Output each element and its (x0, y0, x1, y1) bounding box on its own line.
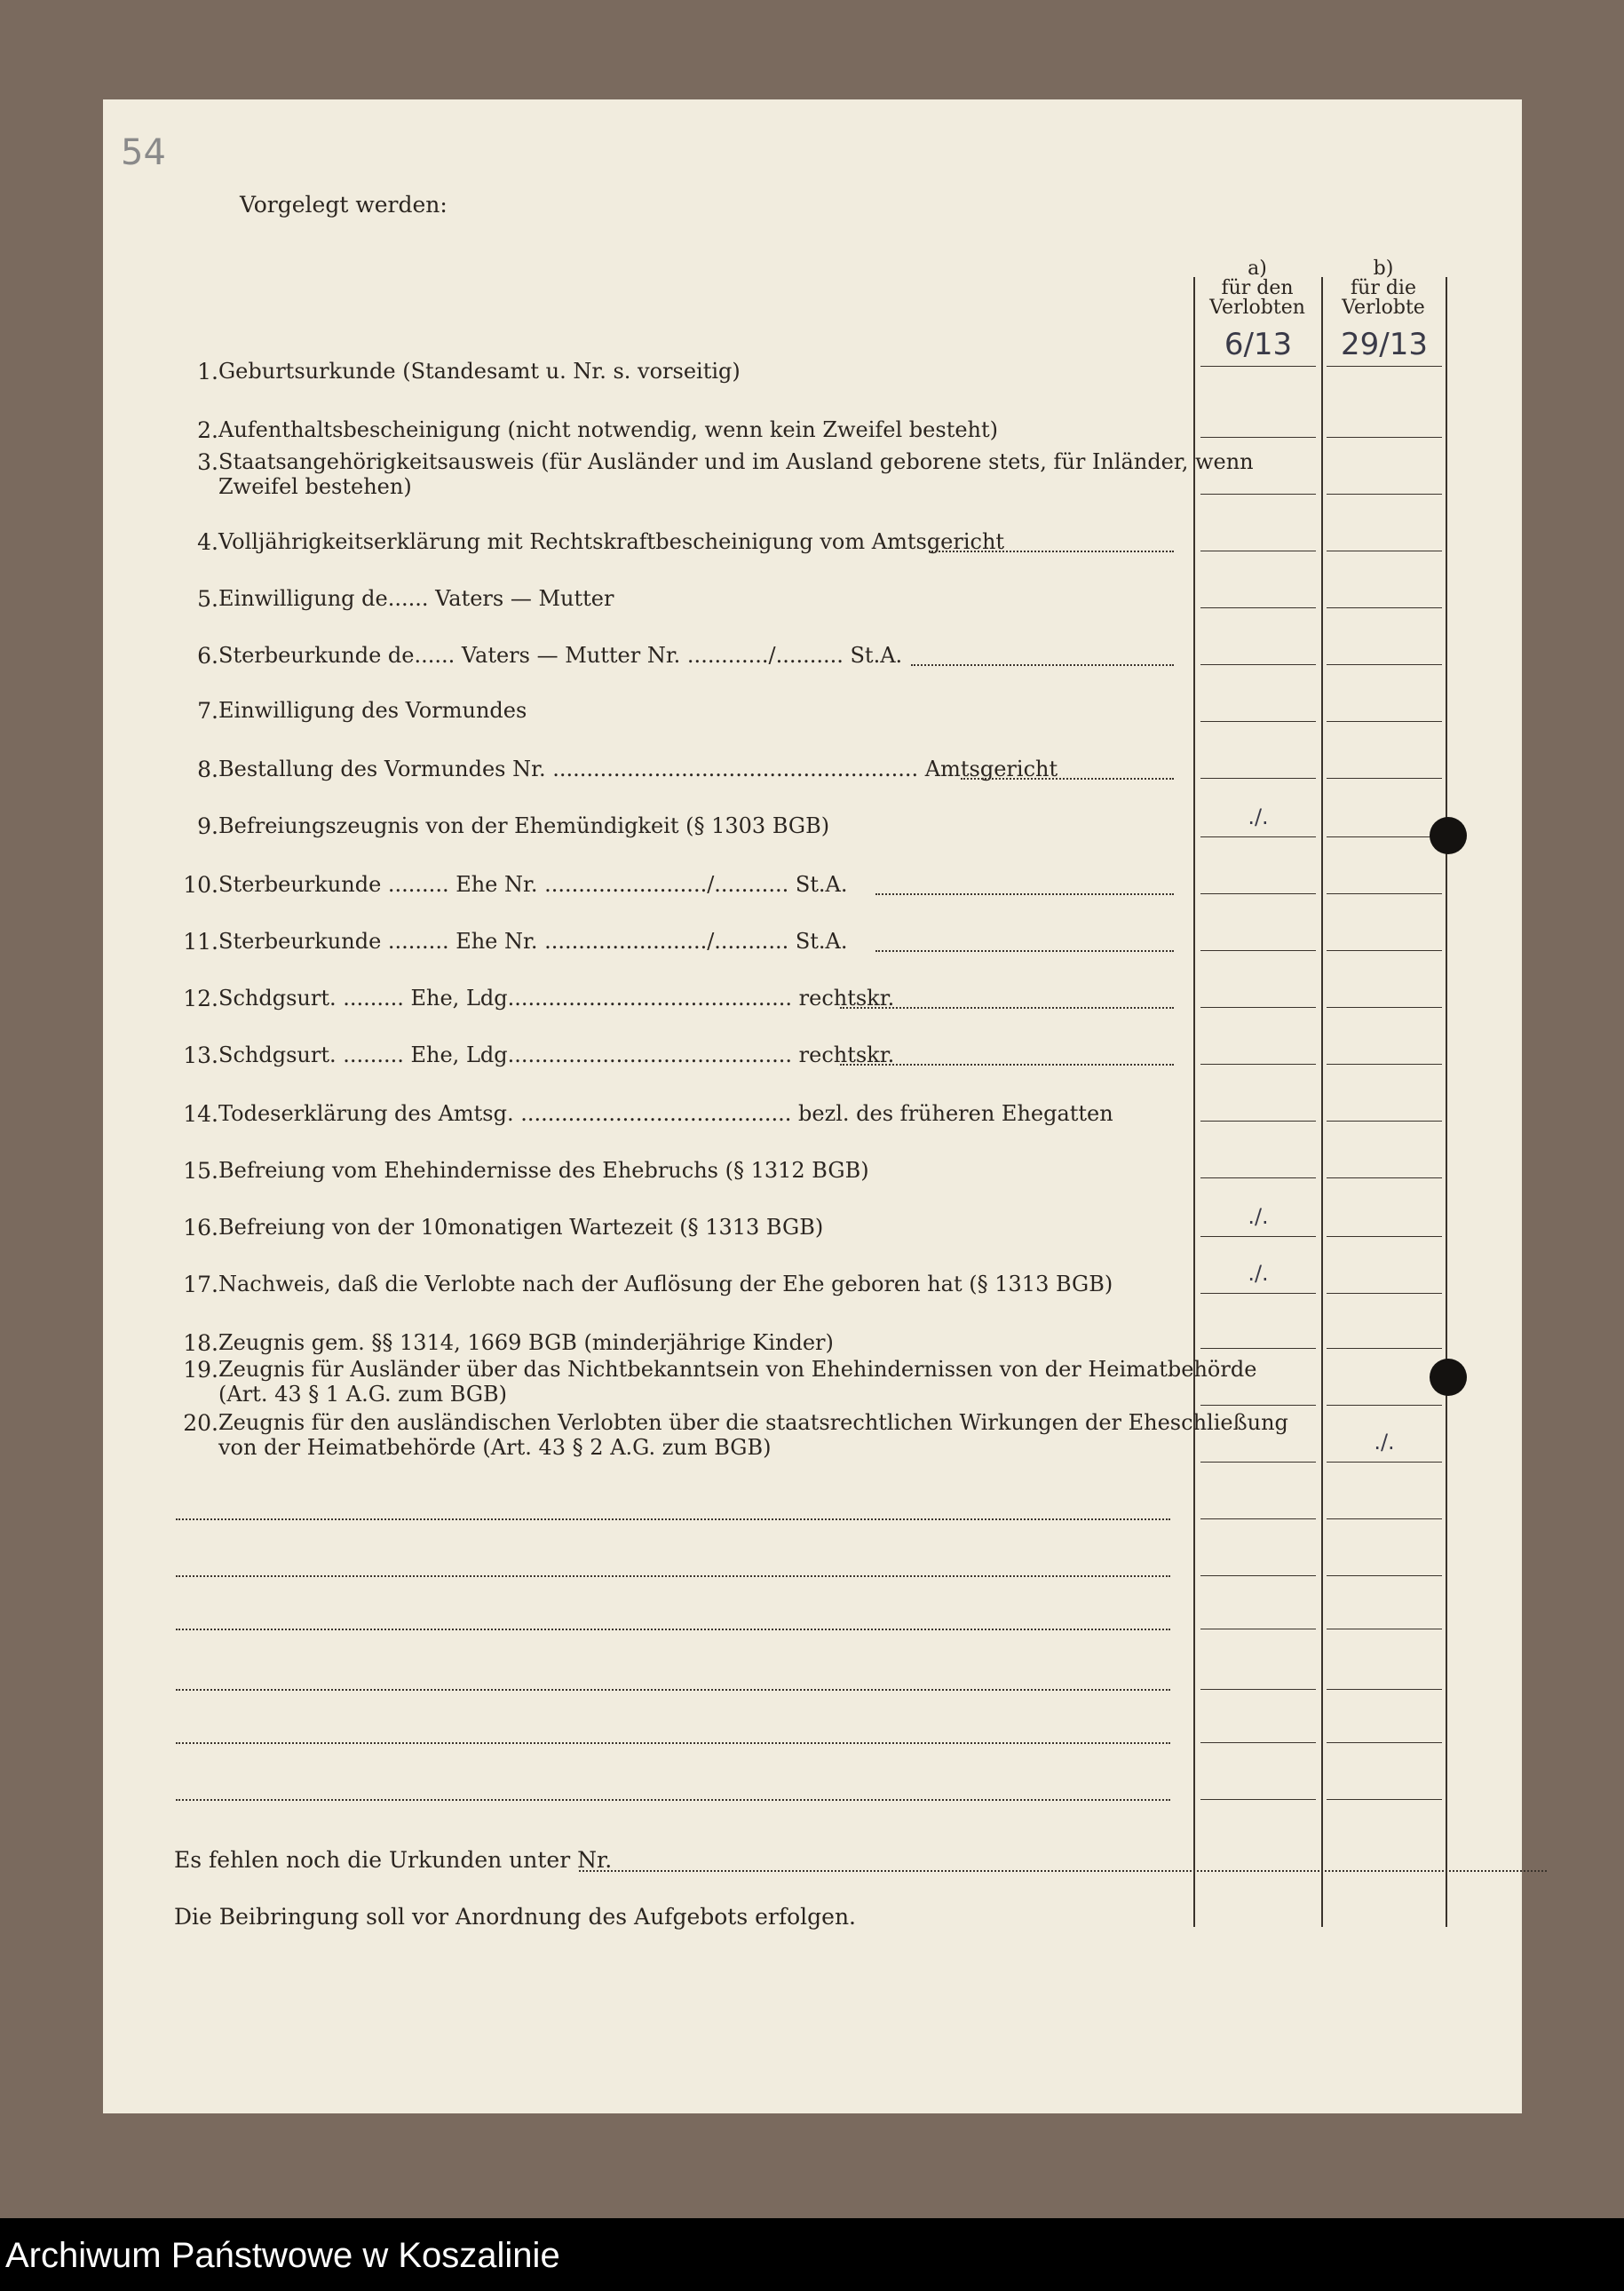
intro-heading: Vorgelegt werden: (240, 192, 448, 218)
item-text: Zeugnis für Ausländer über das Nichtbekanntsein von Ehehindernissen von der Heimatbehörde (218, 1357, 1257, 1382)
fill-in-line (840, 1064, 1174, 1066)
column-a-rule (1200, 778, 1316, 779)
item-text: (Art. 43 § 1 A.G. zum BGB) (218, 1382, 508, 1407)
column-b-rule (1327, 1689, 1442, 1690)
column-b-rule (1327, 1348, 1442, 1349)
archive-footer (0, 2218, 1624, 2291)
closing-note: Die Beibringung soll vor Anordnung des Aufgebots erfolgen. (174, 1904, 857, 1930)
column-a-rule (1200, 1405, 1316, 1406)
item-text: Zeugnis für den ausländischen Verlobten über die staatsrechtlichen Wirkungen der Eheschließung (218, 1410, 1288, 1435)
column-b-rule (1327, 494, 1442, 495)
item-text: Geburtsurkunde (Standesamt u. Nr. s. vorseitig) (218, 359, 741, 384)
column-a-rule (1200, 1064, 1316, 1065)
column-a-rule (1200, 366, 1316, 367)
column-b-rule (1327, 1518, 1442, 1519)
column-b-rule (1327, 1799, 1442, 1800)
item-text: Zweifel bestehen) (218, 474, 412, 499)
item-number: 14. (183, 1101, 218, 1127)
column-a-rule (1200, 494, 1316, 495)
column-b-rule (1327, 664, 1442, 665)
item-text: Staatsangehörigkeitsausweis (für Ausländer und im Ausland geborene stets, für Inländer, wenn (218, 449, 1254, 474)
blank-line (176, 1689, 1170, 1691)
item-number: 15. (183, 1158, 218, 1184)
item-number: 16. (183, 1215, 218, 1241)
missing-documents-note: Es fehlen noch die Urkunden unter Nr. (174, 1847, 613, 1873)
column-b-rule (1327, 1121, 1442, 1122)
fill-in-line (875, 950, 1174, 952)
item-number: 8. (197, 757, 218, 782)
column-a-rule (1200, 1121, 1316, 1122)
item-number: 20. (183, 1410, 218, 1436)
item-text: Volljährigkeitserklärung mit Rechtskraftbescheinigung vom Amtsgericht (218, 529, 1005, 554)
column-a-rule (1200, 721, 1316, 722)
missing-documents-line (579, 1870, 1547, 1872)
item-text: Schdgsurt. ......... Ehe, Ldg.......................................... rechtskr. (218, 986, 895, 1011)
item-text: Sterbeurkunde ......... Ehe Nr. ......................../........... St.A. (218, 872, 848, 897)
item-text: Aufenthaltsbescheinigung (nicht notwendig, wenn kein Zweifel besteht) (218, 417, 999, 442)
column-a-rule (1200, 1742, 1316, 1743)
blank-line (176, 1799, 1170, 1801)
item-number: 11. (183, 929, 218, 955)
column-b-rule (1327, 1236, 1442, 1237)
item-number: 9. (197, 813, 218, 839)
column-b-rule (1327, 1177, 1442, 1178)
item-text: Sterbeurkunde de...... Vaters — Mutter Nr. ............/.......... St.A. (218, 643, 903, 668)
item-number: 6. (197, 643, 218, 669)
column-b-rule (1327, 893, 1442, 894)
column-line-left (1193, 277, 1195, 1927)
column-b-rule (1327, 721, 1442, 722)
column-a-rule (1200, 1177, 1316, 1178)
blank-line (176, 1629, 1170, 1630)
column-b-rule (1327, 1405, 1442, 1406)
column-a-entry: 6/13 (1224, 327, 1293, 362)
item-text: Einwilligung de...... Vaters — Mutter (218, 586, 614, 611)
item-number: 4. (197, 529, 218, 555)
punch-hole (1430, 817, 1467, 854)
item-number: 3. (197, 449, 218, 475)
column-b-rule (1327, 950, 1442, 951)
column-b-rule (1327, 1293, 1442, 1294)
fill-in-line (961, 778, 1174, 780)
column-b-header: b) für die Verlobte (1342, 258, 1425, 319)
column-a-rule (1200, 1462, 1316, 1463)
column-b-rule (1327, 1575, 1442, 1576)
item-text: Todeserklärung des Amtsg. ........................................ bezl. des früheren Ehegatten (218, 1101, 1113, 1126)
column-a-rule (1200, 950, 1316, 951)
column-a-rule (1200, 836, 1316, 837)
item-number: 10. (183, 872, 218, 898)
column-a-rule (1200, 1575, 1316, 1576)
item-text: Befreiung vom Ehehindernisse des Ehebruchs (§ 1312 BGB) (218, 1158, 869, 1183)
column-b-rule (1327, 1007, 1442, 1008)
item-text: Befreiung von der 10monatigen Wartezeit (§ 1313 BGB) (218, 1215, 824, 1240)
item-number: 19. (183, 1357, 218, 1383)
column-a-rule (1200, 1236, 1316, 1237)
column-a-header: a) für den Verlobten (1209, 258, 1305, 319)
fill-in-line (840, 1007, 1174, 1009)
column-a-entry: ./. (1248, 1261, 1269, 1286)
item-text: Befreiungszeugnis von der Ehemündigkeit (§ 1303 BGB) (218, 813, 830, 838)
item-number: 17. (183, 1272, 218, 1297)
item-text: Schdgsurt. ......... Ehe, Ldg.......................................... rechtskr. (218, 1042, 895, 1067)
column-b-rule (1327, 1742, 1442, 1743)
column-a-rule (1200, 893, 1316, 894)
item-text: Zeugnis gem. §§ 1314, 1669 BGB (minderjährige Kinder) (218, 1330, 834, 1355)
item-number: 2. (197, 417, 218, 443)
page-number: 54 (121, 132, 166, 173)
column-a-rule (1200, 437, 1316, 438)
blank-line (176, 1518, 1170, 1520)
item-text: Einwilligung des Vormundes (218, 698, 527, 723)
item-number: 1. (197, 359, 218, 384)
column-a-entry: ./. (1248, 1204, 1269, 1229)
column-a-rule (1200, 607, 1316, 608)
column-a-rule (1200, 1689, 1316, 1690)
item-text: von der Heimatbehörde (Art. 43 § 2 A.G. zum BGB) (218, 1435, 772, 1460)
column-a-rule (1200, 1348, 1316, 1349)
column-line-middle (1321, 277, 1323, 1927)
item-number: 12. (183, 986, 218, 1011)
column-a-rule (1200, 1293, 1316, 1294)
fill-in-line (929, 551, 1174, 552)
column-b-entry: 29/13 (1341, 327, 1428, 362)
column-b-entry: ./. (1374, 1430, 1395, 1455)
column-a-entry: ./. (1248, 805, 1269, 829)
column-a-rule (1200, 664, 1316, 665)
blank-line (176, 1575, 1170, 1577)
archive-label: Archiwum Państwowe w Koszalinie (5, 2236, 560, 2275)
item-number: 13. (183, 1042, 218, 1068)
item-text: Sterbeurkunde ......... Ehe Nr. ......................../........... St.A. (218, 929, 848, 954)
column-b-rule (1327, 1462, 1442, 1463)
item-number: 7. (197, 698, 218, 724)
fill-in-line (875, 893, 1174, 895)
punch-hole (1430, 1359, 1467, 1396)
column-b-rule (1327, 1064, 1442, 1065)
column-b-rule (1327, 836, 1442, 837)
column-a-rule (1200, 1518, 1316, 1519)
blank-line (176, 1742, 1170, 1744)
document-page (103, 99, 1522, 2113)
item-number: 18. (183, 1330, 218, 1356)
column-b-rule (1327, 437, 1442, 438)
column-b-rule (1327, 366, 1442, 367)
item-text: Nachweis, daß die Verlobte nach der Auflösung der Ehe geboren hat (§ 1313 BGB) (218, 1272, 1113, 1296)
column-b-rule (1327, 607, 1442, 608)
column-a-rule (1200, 1007, 1316, 1008)
fill-in-line (911, 664, 1174, 666)
item-number: 5. (197, 586, 218, 612)
column-a-rule (1200, 1799, 1316, 1800)
column-b-rule (1327, 778, 1442, 779)
column-line-right (1446, 277, 1447, 1927)
item-text: Bestallung des Vormundes Nr. ...................................................... Amtsgericht (218, 757, 1058, 781)
